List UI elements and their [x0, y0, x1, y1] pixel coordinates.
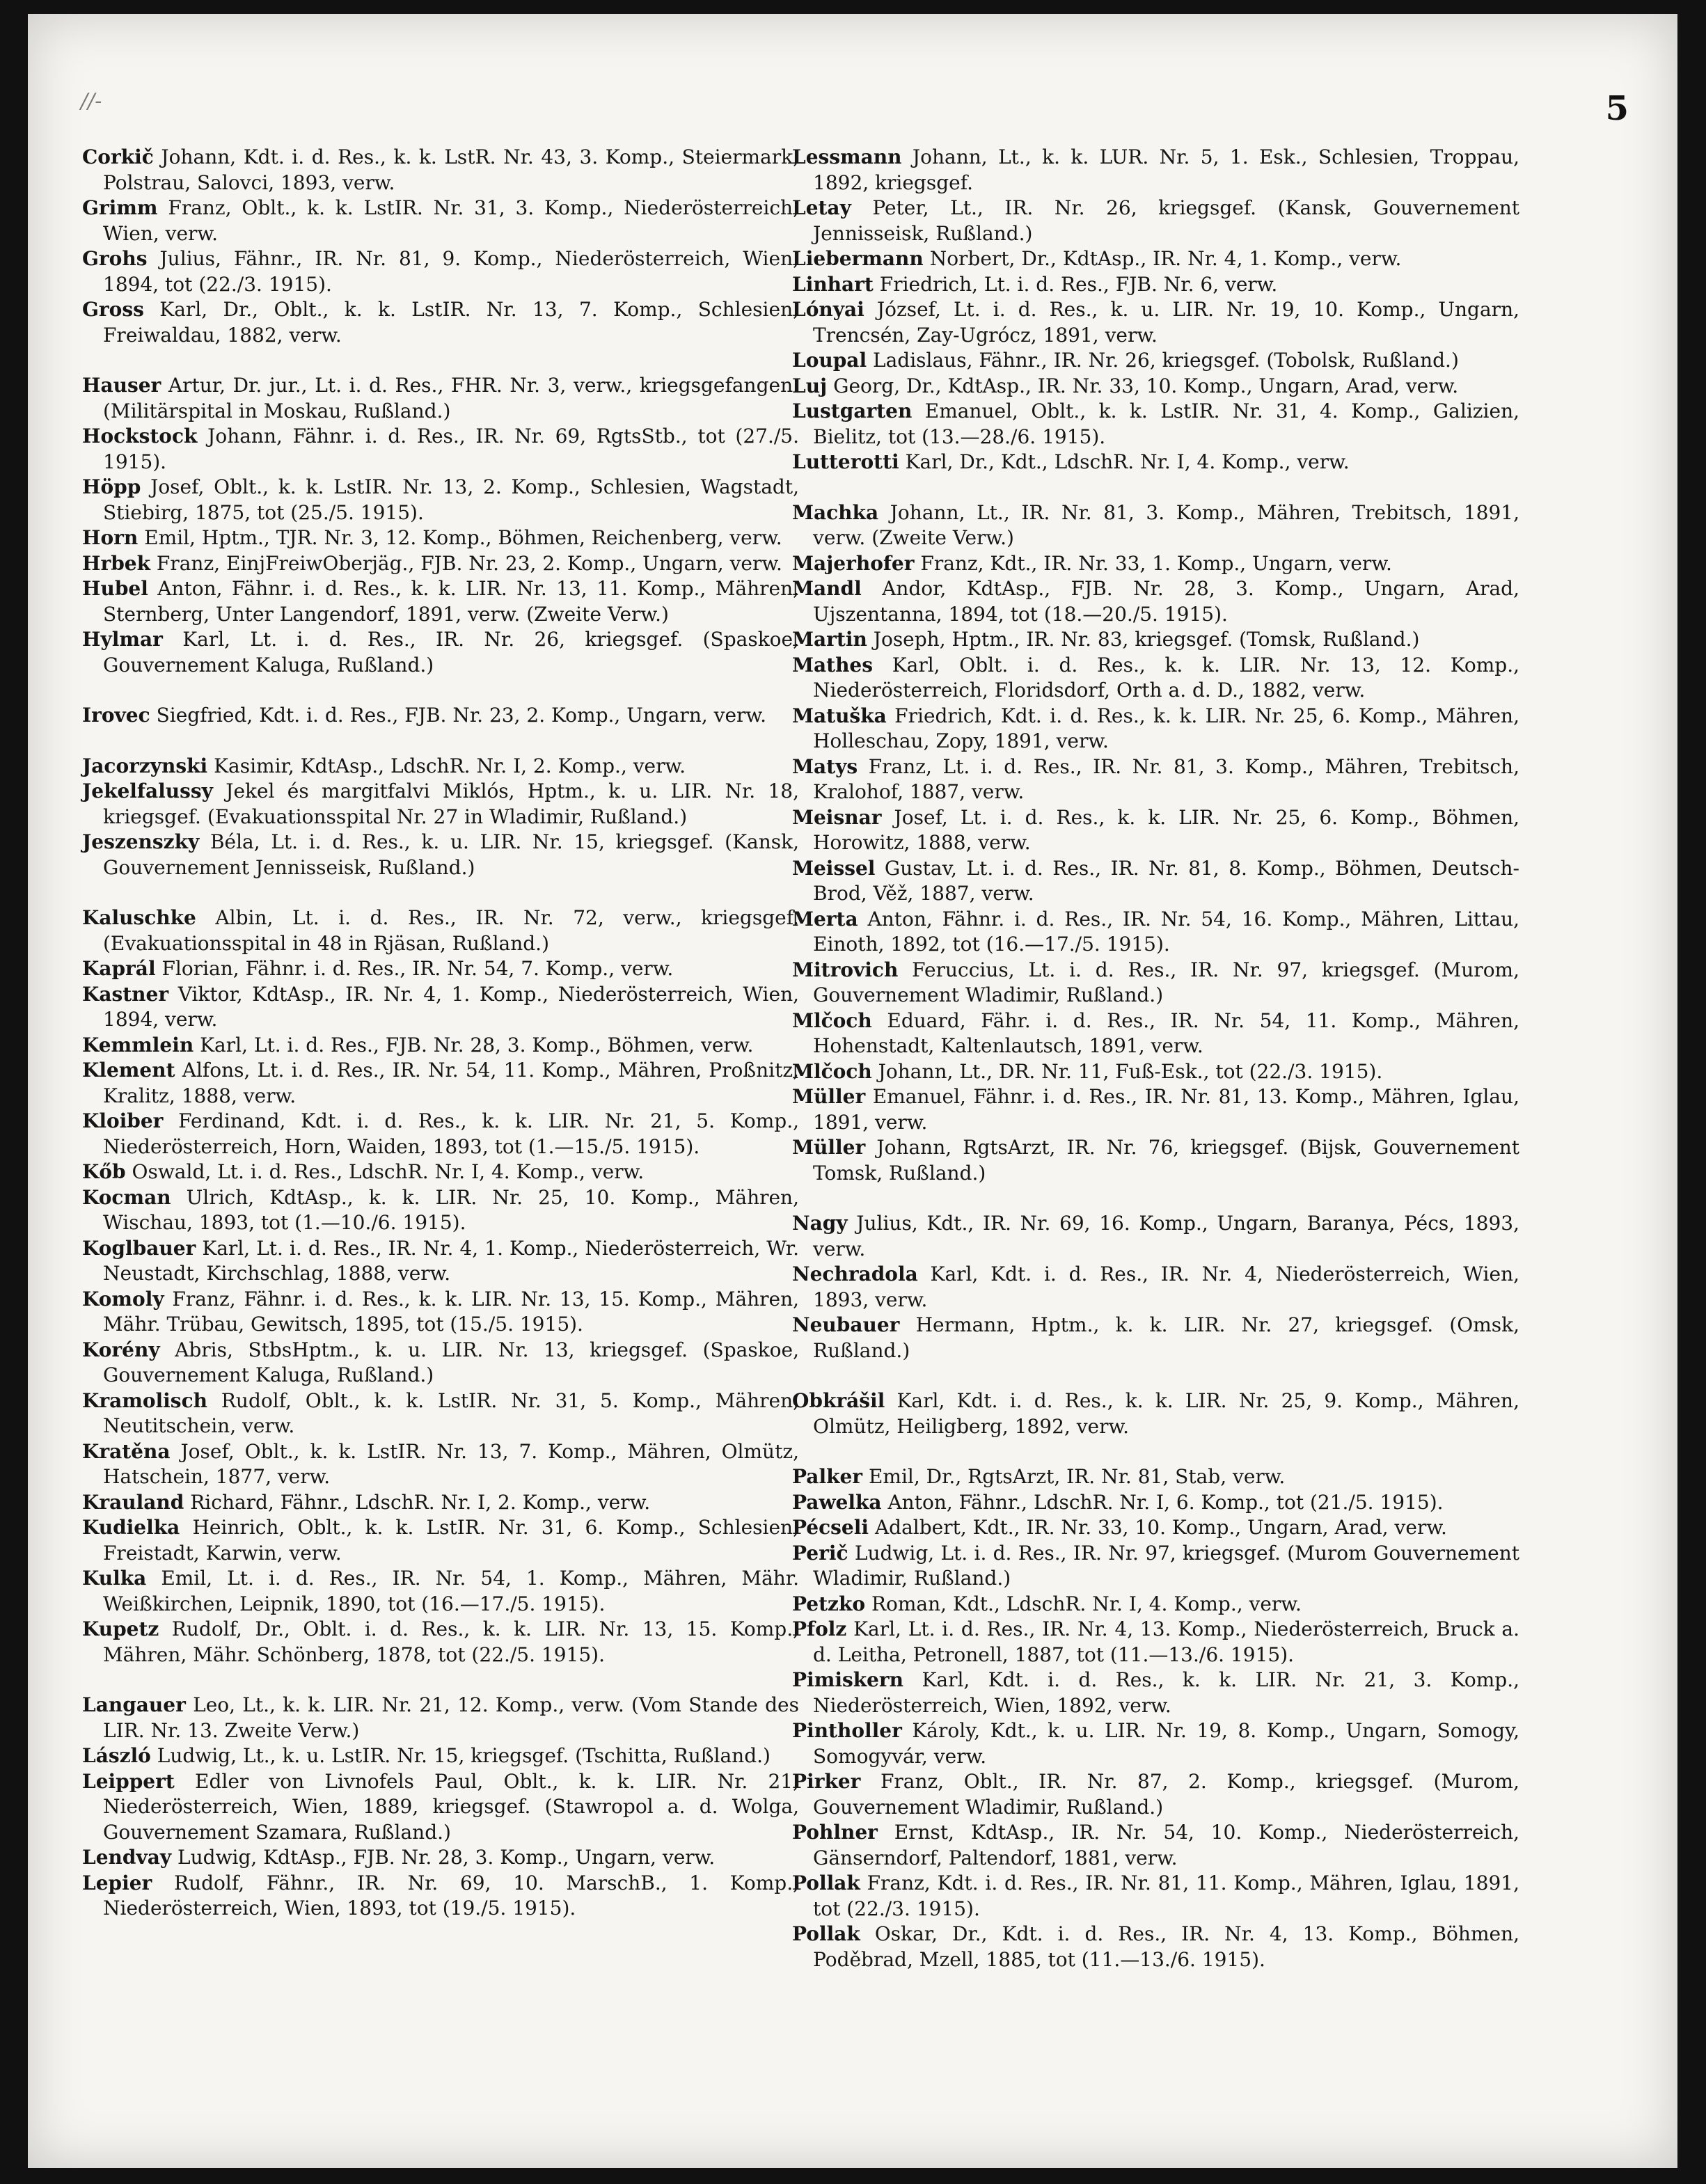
entry-surname: Kratěna: [82, 1439, 171, 1463]
entry-surname: Pohlner: [792, 1821, 878, 1844]
casualty-entry: [792, 1313, 1519, 1363]
entry-surname: Linhart: [792, 272, 874, 296]
entry-details: Johann, Lt., DR. Nr. 11, Fuß-Esk., tot (22./3. 1915).: [878, 1059, 1383, 1083]
entry-details: Rudolf, Fähnr., IR. Nr. 69, 10. MarschB., 1. Komp., Niederösterreich, Wien, 1893, tot (19./5. 1915).: [103, 1871, 799, 1920]
entry-surname: Mlčoch: [792, 1008, 872, 1032]
casualty-entry: [82, 779, 799, 830]
section-gap: [82, 348, 799, 373]
entry-details: Franz, Kdt., IR. Nr. 33, 1. Komp., Ungarn, verw.: [920, 551, 1392, 575]
entry-surname: Jekelfalussy: [82, 780, 213, 802]
entry-surname: Lepier: [82, 1871, 152, 1894]
entry-details: Eduard, Fähr. i. d. Res., IR. Nr. 54, 11. Komp., Mähren, Hohenstadt, Kaltenlautsch, 1891, verw.: [813, 1008, 1519, 1057]
casualty-entry: [792, 704, 1519, 754]
entry-details: Rudolf, Oblt., k. k. LstIR. Nr. 31, 5. Komp., Mähren, Neutitschein, verw.: [103, 1388, 800, 1437]
entry-surname: Korény: [82, 1338, 160, 1361]
left-column: [82, 145, 799, 1922]
entry-details: Ludwig, Lt. i. d. Res., IR. Nr. 97, kriegsgef. (Murom Gouvernement Wladimir, Rußland.): [813, 1541, 1519, 1590]
entry-details: Siegfried, Kdt. i. d. Res., FJB. Nr. 23, 2. Komp., Ungarn, verw.: [156, 704, 766, 727]
entry-details: Norbert, Dr., KdtAsp., IR. Nr. 4, 1. Komp., verw.: [929, 247, 1402, 270]
entry-details: Feruccius, Lt. i. d. Res., IR. Nr. 97, kriegsgef. (Murom, Gouvernement Wladimir, Rußland.): [813, 958, 1519, 1006]
section-gap: [82, 729, 799, 754]
entry-surname: Pfolz: [792, 1617, 847, 1640]
entry-surname: Mitrovich: [792, 958, 899, 981]
casualty-entry: [792, 145, 1519, 196]
entry-surname: Leippert: [82, 1769, 175, 1793]
entry-details: Albin, Lt. i. d. Res., IR. Nr. 72, verw., kriegsgef. (Evakuationsspital in 48 in Rjäsan, Rußland.): [103, 906, 799, 955]
entry-details: Gustav, Lt. i. d. Res., IR. Nr. 81, 8. Komp., Böhmen, Deutsch-Brod, Věž, 1887, verw.: [813, 856, 1519, 905]
casualty-entry: [792, 348, 1519, 374]
casualty-entry: [82, 1287, 799, 1338]
casualty-entry: [82, 1109, 799, 1160]
entry-surname: Lónyai: [792, 298, 864, 321]
entry-details: Richard, Fähnr., LdschR. Nr. I, 2. Komp., verw.: [190, 1490, 651, 1514]
casualty-entry: [792, 1718, 1519, 1769]
casualty-entry: [792, 297, 1519, 348]
entry-surname: Pécseli: [792, 1516, 869, 1539]
entry-surname: Meissel: [792, 856, 876, 880]
casualty-entry: [792, 1211, 1519, 1262]
entry-details: Béla, Lt. i. d. Res., k. u. LIR. Nr. 15, kriegsgef. (Kansk, Gouvernement Jennisseisk, Rußland.): [103, 830, 799, 879]
entry-details: Friedrich, Kdt. i. d. Res., k. k. LIR. Nr. 25, 6. Komp., Mähren, Holleschau, Zopy, 1891, verw.: [813, 704, 1519, 752]
entry-details: Franz, Oblt., k. k. LstIR. Nr. 31, 3. Komp., Niederösterreich, Wien, verw.: [103, 196, 799, 245]
casualty-entry: [792, 805, 1519, 856]
entry-surname: Machka: [792, 500, 879, 524]
casualty-entry: [82, 754, 799, 780]
entry-details: Karl, Dr., Kdt., LdschR. Nr. I, 4. Komp., verw.: [905, 450, 1350, 473]
entry-surname: Koglbauer: [82, 1236, 196, 1260]
entry-surname: Hubel: [82, 577, 148, 600]
entry-surname: Kemmlein: [82, 1033, 194, 1057]
entry-surname: Perič: [792, 1541, 848, 1565]
casualty-entry: [82, 145, 799, 196]
casualty-entry: [82, 1236, 799, 1287]
entry-surname: Petzko: [792, 1592, 866, 1615]
entry-surname: Kocman: [82, 1185, 171, 1209]
entry-details: Franz, Fähnr. i. d. Res., k. k. LIR. Nr. 13, 15. Komp., Mähren, Mähr. Trübau, Gewitsch, 1895, tot (15./5. 1915).: [103, 1287, 799, 1336]
entry-details: Emanuel, Fähnr. i. d. Res., IR. Nr. 81, 13. Komp., Mähren, Iglau, 1891, verw.: [813, 1085, 1519, 1134]
casualty-entry: [82, 1033, 799, 1059]
casualty-entry: [792, 856, 1519, 907]
entry-details: Peter, Lt., IR. Nr. 26, kriegsgef. (Kansk, Gouvernement Jennisseisk, Rußland.): [813, 196, 1519, 245]
entry-details: Ulrich, KdtAsp., k. k. LIR. Nr. 25, 10. Komp., Mähren, Wischau, 1893, tot (1.—10./6. 1915).: [103, 1185, 799, 1234]
casualty-entry: [792, 907, 1519, 958]
casualty-entry: [82, 1845, 799, 1871]
casualty-entry: [792, 754, 1519, 805]
entry-surname: Nechradola: [792, 1263, 918, 1285]
entry-details: Johann, Kdt. i. d. Res., k. k. LstR. Nr. 43, 3. Komp., Steiermark, Polstrau, Salovci, 1893, verw.: [103, 145, 800, 194]
entry-surname: Höpp: [82, 475, 141, 498]
entry-surname: Lendvay: [82, 1846, 172, 1869]
entry-details: Leo, Lt., k. k. LIR. Nr. 21, 12. Komp., verw. (Vom Stande des LIR. Nr. 13. Zweite Verw.): [103, 1693, 799, 1742]
entry-surname: Majerhofer: [792, 551, 915, 575]
entry-details: Rudolf, Dr., Oblt. i. d. Res., k. k. LIR. Nr. 13, 15. Komp., Mähren, Mähr. Schönberg, 1878, tot (22./5. 1915).: [103, 1617, 799, 1666]
entry-surname: Grohs: [82, 247, 148, 270]
entry-surname: Grimm: [82, 196, 158, 219]
casualty-entry: [82, 576, 799, 627]
entry-details: Karl, Lt. i. d. Res., FJB. Nr. 28, 3. Komp., Böhmen, verw.: [200, 1033, 754, 1057]
casualty-entry: [82, 982, 799, 1033]
casualty-entry: [792, 1084, 1519, 1135]
casualty-entry: [792, 374, 1519, 399]
casualty-entry: [82, 1439, 799, 1490]
entry-details: Karl, Kdt. i. d. Res., k. k. LIR. Nr. 25, 9. Komp., Mähren, Olmütz, Heiligberg, 1892, verw.: [813, 1389, 1519, 1438]
entry-surname: Kaprál: [82, 957, 156, 980]
entry-details: Karl, Lt. i. d. Res., IR. Nr. 4, 1. Komp., Niederösterreich, Wr. Neustadt, Kirchschlag, 1888, verw.: [103, 1236, 799, 1285]
entry-surname: Neubauer: [792, 1313, 900, 1336]
entry-surname: Mathes: [792, 653, 874, 676]
entry-surname: Hylmar: [82, 628, 163, 651]
entry-details: Georg, Dr., KdtAsp., IR. Nr. 33, 10. Komp., Ungarn, Arad, verw.: [833, 374, 1459, 397]
entry-surname: Kőb: [82, 1160, 126, 1183]
entry-details: Ernst, KdtAsp., IR. Nr. 54, 10. Komp., Niederösterreich, Gänserndorf, Paltendorf, 1881, verw.: [813, 1821, 1519, 1869]
entry-details: Johann, RgtsArzt, IR. Nr. 76, kriegsgef. (Bijsk, Gouvernement Tomsk, Rußland.): [813, 1136, 1519, 1185]
entry-surname: Klement: [82, 1059, 175, 1082]
casualty-entry: [82, 525, 799, 551]
entry-surname: Kramolisch: [82, 1388, 207, 1412]
section-gap: [82, 1668, 799, 1693]
casualty-entry: [82, 297, 799, 348]
corner-mark: //-: [81, 89, 102, 113]
entry-details: Karl, Kdt. i. d. Res., k. k. LIR. Nr. 21, 3. Komp., Niederösterreich, Wien, 1892, verw.: [813, 1668, 1520, 1717]
casualty-entry: [792, 1769, 1519, 1820]
entry-details: Anton, Fähnr. i. d. Res., IR. Nr. 54, 16. Komp., Mähren, Littau, Einoth, 1892, tot (16.—17./5. 1915).: [813, 907, 1519, 956]
entry-details: Josef, Lt. i. d. Res., k. k. LIR. Nr. 25, 6. Komp., Böhmen, Horowitz, 1888, verw.: [813, 805, 1520, 854]
casualty-entry: [82, 1617, 799, 1668]
entry-surname: Irovec: [82, 704, 150, 727]
entry-details: Abris, StbsHptm., k. u. LIR. Nr. 13, kriegsgef. (Spaskoe, Gouvernement Kaluga, Rußland.): [103, 1338, 799, 1386]
casualty-entry: [82, 246, 799, 297]
casualty-entry: [792, 653, 1519, 704]
casualty-entry: [792, 1490, 1519, 1516]
casualty-entry: [792, 1008, 1519, 1059]
entry-details: Jekel és margitfalvi Miklós, Hptm., k. u. LIR. Nr. 18, kriegsgef. (Evakuationsspital Nr. 27 in Wladimir, Rußland.): [103, 780, 800, 828]
entry-surname: Pollak: [792, 1922, 860, 1945]
casualty-entry: [82, 1693, 799, 1743]
section-gap: [82, 678, 799, 703]
casualty-entry: [82, 1338, 799, 1388]
entry-surname: Kaluschke: [82, 906, 196, 929]
entry-details: Franz, Lt. i. d. Res., IR. Nr. 81, 3. Komp., Mähren, Trebitsch, Kralohof, 1887, verw.: [813, 754, 1519, 803]
entry-surname: Kastner: [82, 982, 169, 1006]
entry-details: Franz, Oblt., IR. Nr. 87, 2. Komp., kriegsgef. (Murom, Gouvernement Wladimir, Rußland.): [813, 1770, 1520, 1819]
entry-details: Josef, Oblt., k. k. LstIR. Nr. 13, 7. Komp., Mähren, Olmütz, Hatschein, 1877, verw.: [103, 1439, 799, 1488]
entry-details: Karl, Oblt. i. d. Res., k. k. LIR. Nr. 13, 12. Komp., Niederösterreich, Floridsdorf, Orth a. d. D., 1882, verw.: [813, 653, 1519, 702]
entry-details: Ludwig, Lt., k. u. LstIR. Nr. 15, kriegsgef. (Tschitta, Rußland.): [157, 1744, 771, 1767]
entry-surname: Horn: [82, 526, 139, 549]
entry-surname: Pintholler: [792, 1719, 902, 1742]
casualty-entry: [792, 1592, 1519, 1617]
casualty-entry: [82, 1490, 799, 1516]
casualty-entry: [82, 1871, 799, 1922]
entry-surname: Kloiber: [82, 1109, 164, 1132]
casualty-entry: [792, 1059, 1519, 1085]
entry-surname: Gross: [82, 298, 144, 321]
entry-surname: Lessmann: [792, 145, 902, 168]
casualty-entry: [82, 905, 799, 956]
entry-surname: Meisnar: [792, 805, 882, 829]
entry-surname: Jeszenszky: [82, 830, 200, 853]
casualty-entry: [792, 1541, 1519, 1592]
entry-details: Emil, Lt. i. d. Res., IR. Nr. 54, 1. Komp., Mähren, Mähr. Weißkirchen, Leipnik, 1890, tot (16.—17./5. 1915).: [103, 1567, 799, 1615]
section-gap: [792, 1439, 1519, 1464]
entry-details: Friedrich, Lt. i. d. Res., FJB. Nr. 6, verw.: [879, 272, 1278, 296]
casualty-entry: [82, 703, 799, 729]
entry-details: Julius, Kdt., IR. Nr. 69, 16. Komp., Ungarn, Baranya, Pécs, 1893, verw.: [813, 1212, 1519, 1260]
casualty-entry: [792, 246, 1519, 272]
entry-details: Karl, Lt. i. d. Res., IR. Nr. 4, 13. Komp., Niederösterreich, Bruck a. d. Leitha, Petronell, 1887, tot (11.—13./6. 1915).: [813, 1617, 1519, 1666]
casualty-entry: [82, 1566, 799, 1617]
casualty-entry: [82, 551, 799, 577]
casualty-entry: [792, 1617, 1519, 1668]
entry-details: Ferdinand, Kdt. i. d. Res., k. k. LIR. Nr. 21, 5. Komp., Niederösterreich, Horn, Waiden, 1893, tot (1.—15./5. 1915).: [103, 1109, 799, 1158]
casualty-entry: [792, 500, 1519, 551]
entry-surname: László: [82, 1744, 151, 1767]
casualty-entry: [82, 373, 799, 424]
casualty-entry: [792, 1515, 1519, 1541]
entry-surname: Palker: [792, 1465, 863, 1488]
casualty-entry: [82, 830, 799, 880]
casualty-entry: [792, 627, 1519, 653]
entry-details: Ladislaus, Fähnr., IR. Nr. 26, kriegsgef. (Tobolsk, Rußland.): [872, 349, 1459, 372]
entry-surname: Mlčoch: [792, 1059, 872, 1083]
casualty-entry: [792, 450, 1519, 475]
casualty-entry: [792, 1135, 1519, 1186]
entry-surname: Müller: [792, 1085, 866, 1108]
casualty-entry: [82, 1388, 799, 1439]
entry-details: Karl, Lt. i. d. Res., IR. Nr. 26, kriegsgef. (Spaskoe, Gouvernement Kaluga, Rußland.): [103, 628, 799, 676]
entry-surname: Pollak: [792, 1872, 860, 1894]
casualty-entry: [82, 1743, 799, 1769]
entry-details: Karl, Kdt. i. d. Res., IR. Nr. 4, Niederösterreich, Wien, 1893, verw.: [813, 1263, 1520, 1311]
casualty-entry: [82, 1160, 799, 1185]
entry-details: Florian, Fähnr. i. d. Res., IR. Nr. 54, 7. Komp., verw.: [161, 957, 674, 980]
right-column: [792, 145, 1519, 1972]
entry-surname: Pirker: [792, 1770, 861, 1793]
entry-surname: Matuška: [792, 704, 887, 727]
entry-surname: Lutterotti: [792, 450, 899, 473]
entry-surname: Langauer: [82, 1693, 186, 1716]
casualty-entry: [82, 956, 799, 982]
entry-details: Anton, Fähnr., LdschR. Nr. I, 6. Komp., tot (21./5. 1915).: [887, 1490, 1444, 1514]
entry-details: Viktor, KdtAsp., IR. Nr. 4, 1. Komp., Niederösterreich, Wien, 1894, verw.: [103, 982, 799, 1031]
entry-details: Josef, Oblt., k. k. LstIR. Nr. 13, 2. Komp., Schlesien, Wagstadt, Stiebirg, 1875, tot (25./5. 1915).: [103, 475, 799, 524]
entry-surname: Loupal: [792, 349, 867, 372]
casualty-entry: [792, 1871, 1519, 1922]
entry-details: Franz, Kdt. i. d. Res., IR. Nr. 81, 11. Komp., Mähren, Iglau, 1891, tot (22./3. 1915).: [813, 1872, 1519, 1920]
entry-surname: Corkič: [82, 145, 154, 168]
entry-surname: Mandl: [792, 577, 862, 600]
entry-surname: Letay: [792, 196, 851, 219]
entry-details: Emanuel, Oblt., k. k. LstIR. Nr. 31, 4. Komp., Galizien, Bielitz, tot (13.—28./6. 1915).: [813, 399, 1519, 448]
entry-details: József, Lt. i. d. Res., k. u. LIR. Nr. 19, 10. Komp., Ungarn, Trencsén, Zay-Ugrócz, 1891, verw.: [813, 298, 1519, 347]
entry-details: Johann, Fähnr. i. d. Res., IR. Nr. 69, RgtsStb., tot (27./5. 1915).: [103, 425, 799, 473]
casualty-entry: [792, 958, 1519, 1008]
entry-details: Joseph, Hptm., IR. Nr. 83, kriegsgef. (Tomsk, Rußland.): [873, 628, 1420, 651]
entry-details: Emil, Hptm., TJR. Nr. 3, 12. Komp., Böhmen, Reichenberg, verw.: [144, 526, 782, 549]
entry-surname: Martin: [792, 628, 867, 651]
section-gap: [82, 880, 799, 905]
entry-surname: Hrbek: [82, 551, 150, 575]
entry-surname: Pimiskern: [792, 1668, 904, 1691]
entry-details: Artur, Dr. jur., Lt. i. d. Res., FHR. Nr. 3, verw., kriegsgefangen. (Militärspital in Moskau, Rußland.): [103, 374, 799, 422]
entry-surname: Pawelka: [792, 1490, 882, 1514]
page-number: 5: [1605, 89, 1629, 128]
entry-details: Edler von Livnofels Paul, Oblt., k. k. LIR. Nr. 21, Niederösterreich, Wien, 1889, kriegsgef. (Stawropol a. d. Wolga, Gouvernement Szamara, Rußland.): [103, 1769, 800, 1844]
entry-surname: Luj: [792, 374, 828, 397]
entry-details: Oswald, Lt. i. d. Res., LdschR. Nr. I, 4. Komp., verw.: [132, 1160, 645, 1183]
casualty-entry: [82, 424, 799, 475]
entry-details: Károly, Kdt., k. u. LIR. Nr. 19, 8. Komp., Ungarn, Somogy, Somogyvár, verw.: [813, 1719, 1519, 1768]
entry-details: Emil, Dr., RgtsArzt, IR. Nr. 81, Stab, verw.: [868, 1465, 1286, 1488]
casualty-entry: [792, 576, 1519, 627]
entry-details: Anton, Fähnr. i. d. Res., k. k. LIR. Nr. 13, 11. Komp., Mähren, Sternberg, Unter Langendorf, 1891, verw. (Zweite Verw.): [103, 577, 800, 626]
entry-surname: Kudielka: [82, 1516, 180, 1539]
document-page: [28, 14, 1677, 2168]
casualty-entry: [792, 1922, 1519, 1972]
entry-surname: Obkrášil: [792, 1389, 885, 1412]
entry-surname: Kulka: [82, 1567, 147, 1590]
entry-details: Heinrich, Oblt., k. k. LstIR. Nr. 31, 6. Komp., Schlesien, Freistadt, Karwin, verw.: [103, 1516, 799, 1565]
entry-surname: Kupetz: [82, 1617, 159, 1640]
entry-details: Julius, Fähnr., IR. Nr. 81, 9. Komp., Niederösterreich, Wien, 1894, tot (22./3. 1915).: [103, 247, 799, 296]
entry-details: Oskar, Dr., Kdt. i. d. Res., IR. Nr. 4, 13. Komp., Böhmen, Poděbrad, Mzell, 1885, tot (11.—13./6. 1915).: [813, 1922, 1519, 1971]
section-gap: [792, 475, 1519, 500]
section-gap: [792, 1363, 1519, 1388]
entry-details: Roman, Kdt., LdschR. Nr. I, 4. Komp., verw.: [871, 1592, 1302, 1615]
entry-details: Karl, Dr., Oblt., k. k. LstIR. Nr. 13, 7. Komp., Schlesien, Freiwaldau, 1882, verw.: [103, 298, 800, 347]
entry-details: Johann, Lt., k. k. LUR. Nr. 5, 1. Esk., Schlesien, Troppau, 1892, kriegsgef.: [813, 145, 1519, 194]
entry-surname: Merta: [792, 907, 858, 931]
casualty-entry: [82, 1769, 799, 1846]
casualty-entry: [792, 1668, 1519, 1718]
entry-surname: Hockstock: [82, 425, 198, 448]
casualty-entry: [792, 399, 1519, 450]
entry-details: Hermann, Hptm., k. k. LIR. Nr. 27, kriegsgef. (Omsk, Rußland.): [813, 1313, 1520, 1362]
entry-surname: Nagy: [792, 1212, 848, 1235]
entry-surname: Müller: [792, 1136, 866, 1159]
entry-details: Ludwig, KdtAsp., FJB. Nr. 28, 3. Komp., Ungarn, verw.: [177, 1846, 716, 1869]
casualty-entry: [792, 1388, 1519, 1439]
casualty-entry: [792, 1464, 1519, 1490]
casualty-entry: [82, 627, 799, 678]
entry-surname: Krauland: [82, 1490, 184, 1514]
casualty-entry: [82, 475, 799, 525]
casualty-entry: [82, 196, 799, 246]
entry-surname: Lustgarten: [792, 399, 913, 422]
casualty-entry: [792, 551, 1519, 577]
entry-details: Kasimir, KdtAsp., LdschR. Nr. I, 2. Komp., verw.: [214, 754, 686, 777]
entry-surname: Komoly: [82, 1287, 164, 1311]
section-gap: [792, 1186, 1519, 1211]
entry-surname: Jacorzynski: [82, 754, 208, 777]
casualty-entry: [792, 272, 1519, 298]
entry-details: Adalbert, Kdt., IR. Nr. 33, 10. Komp., Ungarn, Arad, verw.: [874, 1516, 1447, 1539]
entry-details: Franz, EinjFreiwOberjäg., FJB. Nr. 23, 2. Komp., Ungarn, verw.: [156, 551, 782, 575]
entry-surname: Matys: [792, 754, 858, 778]
entry-details: Johann, Lt., IR. Nr. 81, 3. Komp., Mähren, Trebitsch, 1891, verw. (Zweite Verw.): [813, 500, 1519, 549]
casualty-entry: [82, 1515, 799, 1566]
casualty-entry: [792, 1262, 1519, 1313]
entry-details: Andor, KdtAsp., FJB. Nr. 28, 3. Komp., Ungarn, Arad, Ujszentanna, 1894, tot (18.—20./5. 1915).: [813, 577, 1519, 626]
entry-surname: Liebermann: [792, 247, 924, 270]
casualty-entry: [82, 1185, 799, 1236]
casualty-entry: [82, 1058, 799, 1109]
entry-details: Alfons, Lt. i. d. Res., IR. Nr. 54, 11. Komp., Mähren, Proßnitz, Kralitz, 1888, verw.: [103, 1059, 799, 1107]
casualty-entry: [792, 196, 1519, 246]
casualty-entry: [792, 1820, 1519, 1871]
entry-surname: Hauser: [82, 374, 161, 397]
